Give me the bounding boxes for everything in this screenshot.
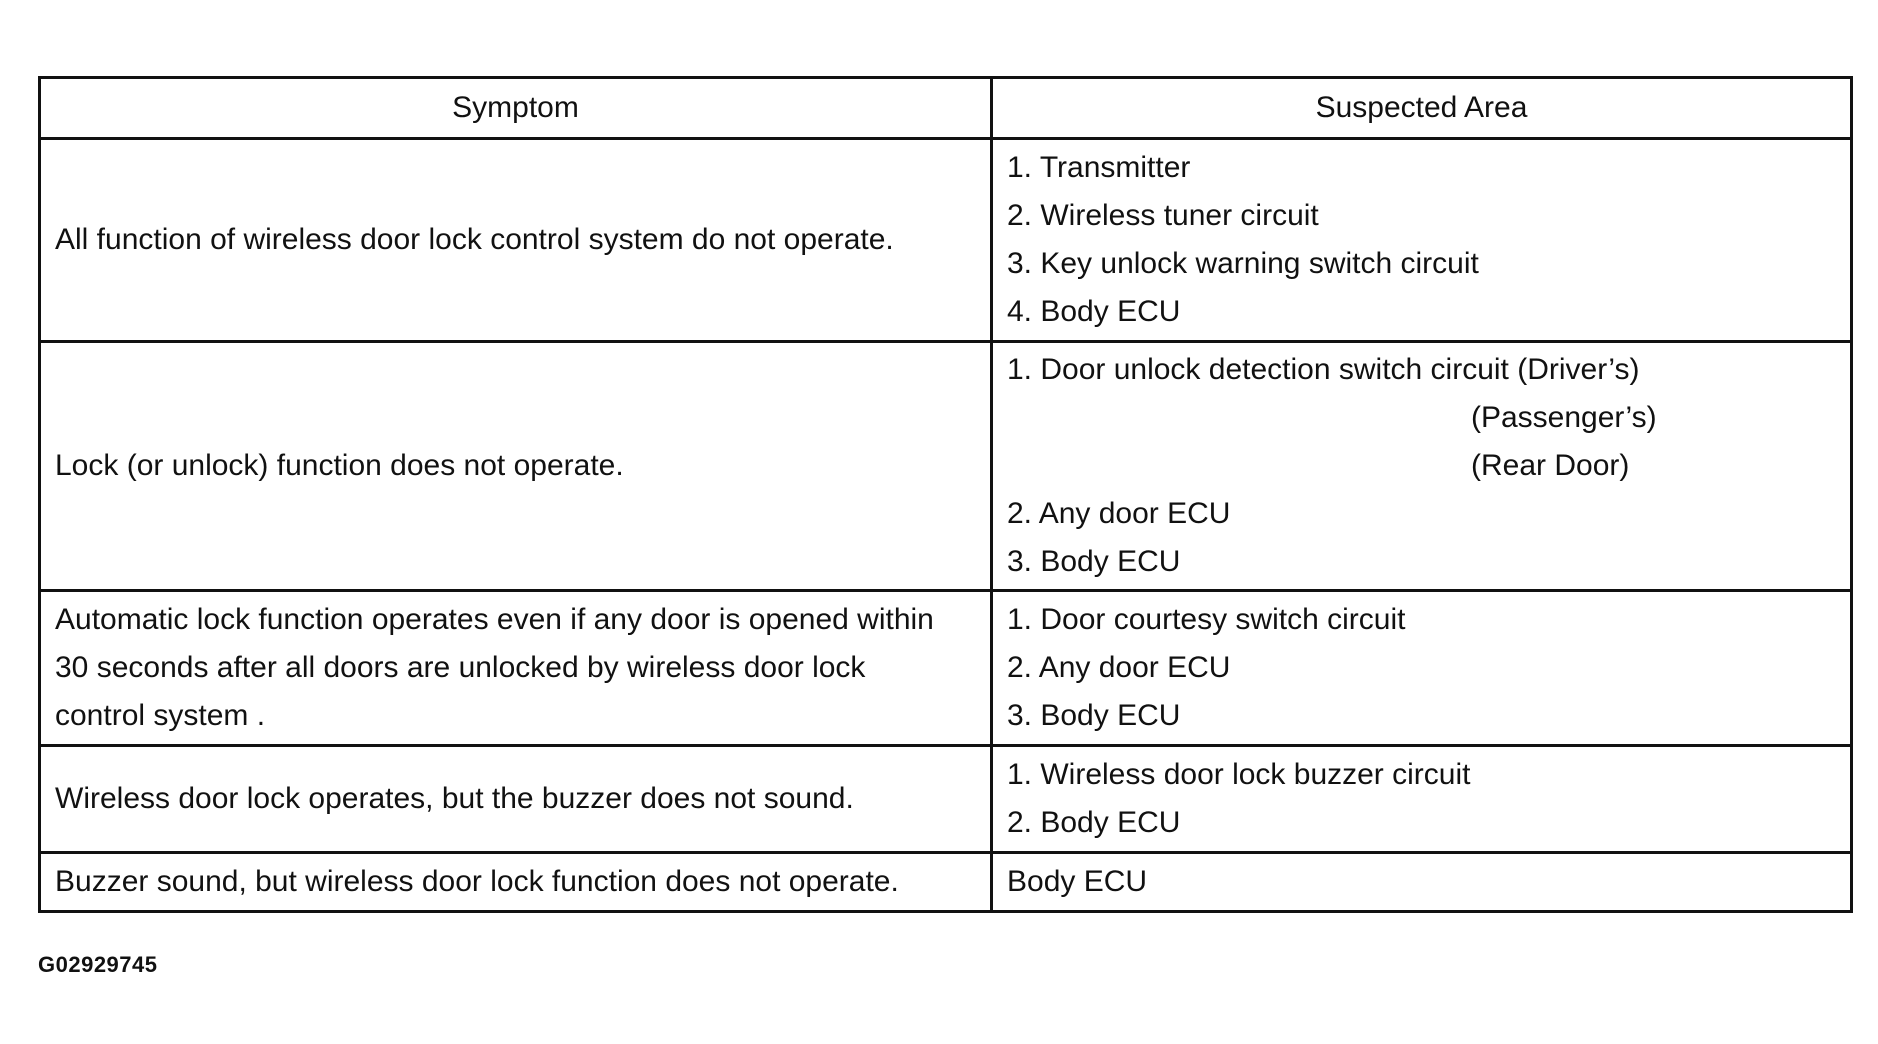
- area-item-continuation: (Passenger’s): [1471, 401, 1657, 434]
- symptom-cell: [40, 342, 992, 591]
- suspected-area-cell: [992, 746, 1852, 853]
- area-item: 1. Door unlock detection switch circuit (Driver’s): [1007, 353, 1640, 386]
- figure-code: G02929745: [38, 952, 158, 977]
- symptom-text: All function of wireless door lock control system do not operate.: [55, 223, 894, 256]
- area-item: 3. Body ECU: [1007, 699, 1181, 732]
- symptom-cell: [40, 139, 992, 342]
- symptom-text: Wireless door lock operates, but the buzzer does not sound.: [55, 782, 854, 815]
- symptom-text-line: control system .: [55, 699, 266, 732]
- area-item: 3. Body ECU: [1007, 545, 1181, 578]
- area-item: 4. Body ECU: [1007, 295, 1181, 328]
- table-row: [40, 342, 1852, 591]
- area-item: 1. Transmitter: [1007, 151, 1191, 184]
- symptom-cell: [40, 591, 992, 746]
- area-item: 1. Wireless door lock buzzer circuit: [1007, 758, 1471, 791]
- suspected-area-cell: [992, 853, 1852, 912]
- suspected-area-header: Suspected Area: [992, 78, 1852, 139]
- area-item: 2. Wireless tuner circuit: [1007, 199, 1319, 232]
- symptom-header: Symptom: [40, 78, 992, 139]
- area-item: Body ECU: [1007, 865, 1148, 898]
- area-item-continuation: (Rear Door): [1471, 449, 1630, 482]
- suspected-area-cell: [992, 591, 1852, 746]
- symptom-text-line: Automatic lock function operates even if any door is opened within: [55, 603, 934, 636]
- table-row: [40, 746, 1852, 853]
- symptom-text-line: 30 seconds after all doors are unlocked by wireless door lock: [55, 651, 866, 684]
- symptom-text: Buzzer sound, but wireless door lock function does not operate.: [55, 865, 899, 898]
- suspected-area-cell: [992, 139, 1852, 342]
- table-row: [40, 591, 1852, 746]
- area-item: 2. Any door ECU: [1007, 651, 1231, 684]
- symptom-cell: [40, 746, 992, 853]
- symptom-cell: [40, 853, 992, 912]
- suspected-area-cell: [992, 342, 1852, 591]
- table-row: [40, 139, 1852, 342]
- area-item: 3. Key unlock warning switch circuit: [1007, 247, 1479, 280]
- troubleshooting-table: [38, 76, 1853, 913]
- area-item: 2. Any door ECU: [1007, 497, 1231, 530]
- area-item: 2. Body ECU: [1007, 806, 1181, 839]
- table-row: [40, 853, 1852, 912]
- symptom-text: Lock (or unlock) function does not operate.: [55, 449, 624, 482]
- header-row: [40, 78, 1852, 139]
- area-item: 1. Door courtesy switch circuit: [1007, 603, 1406, 636]
